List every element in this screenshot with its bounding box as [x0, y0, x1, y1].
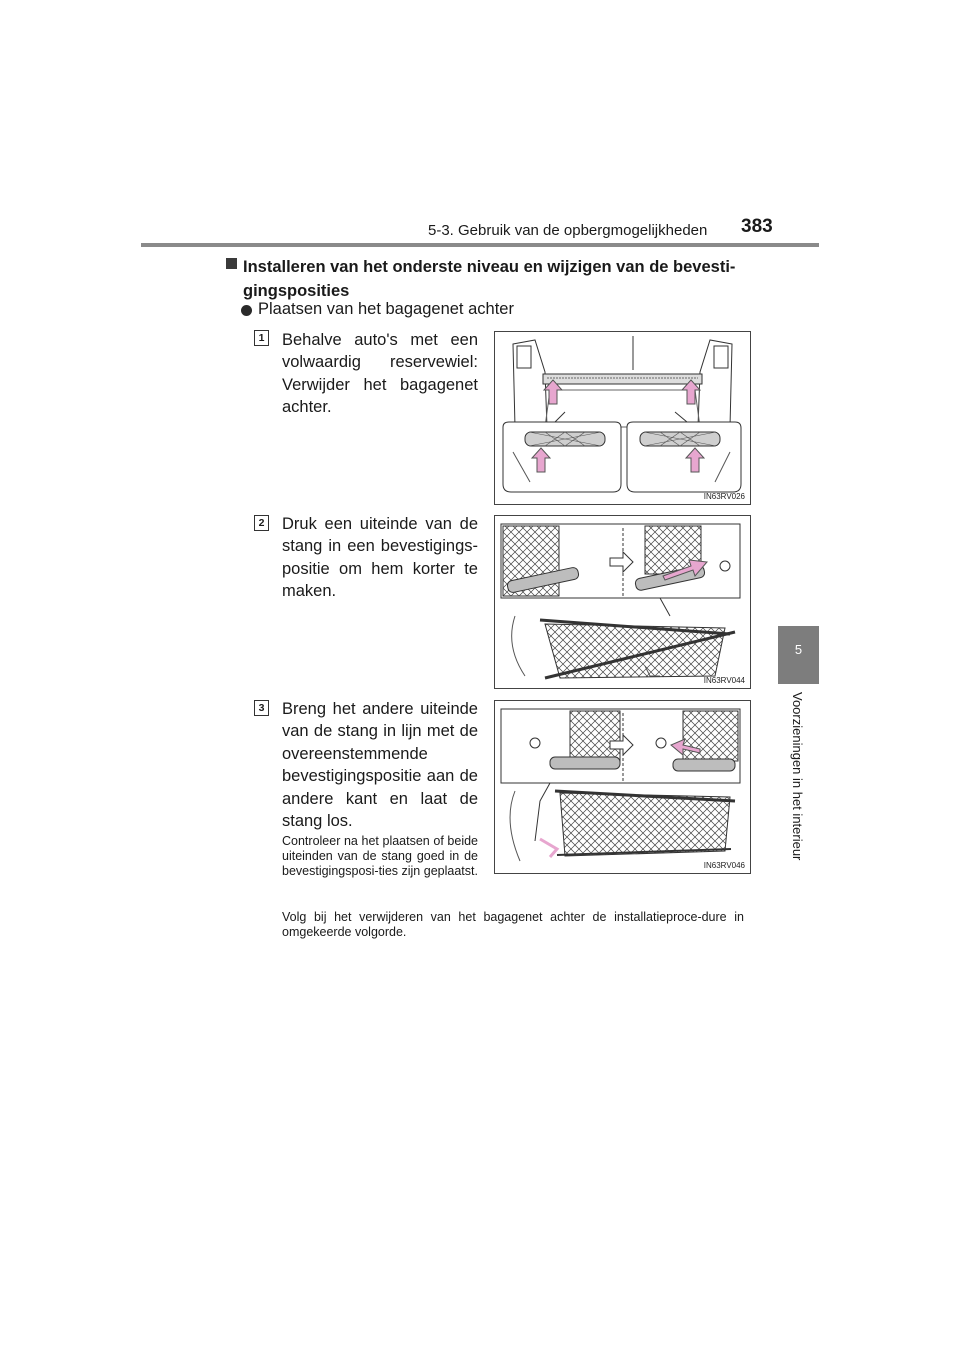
- section-title: [243, 255, 763, 303]
- figure-step-3: [494, 700, 751, 874]
- rod-shorten-illustration: [495, 516, 750, 688]
- step-number-1: 1: [254, 330, 269, 346]
- check-note: Controleer na het plaatsen of beide uiteinden van de stang goed in de bevestigingsposi-ties zijn geplaatst.: [282, 834, 478, 878]
- figure-step-1: [494, 331, 751, 505]
- section-title-text: Installeren van het onderste niveau en wijzigen van de bevesti- gingsposities: [243, 258, 736, 300]
- chapter-number: 5: [794, 642, 803, 657]
- chapter-title-vertical: [786, 692, 810, 882]
- step-number-3: 3: [254, 700, 269, 716]
- step-number-2: 2: [254, 515, 269, 531]
- chapter-title: Voorzieningen in het interieur: [790, 692, 805, 861]
- round-bullet-icon: [241, 305, 252, 316]
- removal-note: Volg bij het verwijderen van het bagagenet achter de installatieproce-dure in omgekeerde volgorde.: [282, 910, 744, 939]
- header-rule: [141, 243, 819, 247]
- figure-code-3: IN63RV046: [703, 861, 745, 870]
- page-number: 383: [741, 216, 773, 237]
- step-2-text: Druk een uiteinde van de stang in een bevestigings-positie om hem korter te maken.: [282, 515, 478, 601]
- figure-step-2: [494, 515, 751, 689]
- step-3-text: Breng het andere uiteinde van de stang in lijn met de overeenstemmende bevestigingspositie aan de andere kant en laat de stang los.: [282, 700, 478, 831]
- square-bullet-icon: [226, 258, 237, 269]
- step-1-text: Behalve auto's met een volwaardig reservewiel: Verwijder het bagagenet achter.: [282, 331, 478, 417]
- header-section-title: 5-3. Gebruik van de opbergmogelijkheden: [428, 222, 708, 239]
- cargo-net-removal-illustration: [495, 332, 750, 504]
- chapter-tab: [778, 626, 819, 684]
- bullet-item: Plaatsen van het bagagenet achter: [258, 300, 514, 318]
- figure-code-2: IN63RV044: [703, 676, 745, 685]
- rod-align-illustration: [495, 701, 750, 873]
- figure-code-1: IN63RV026: [703, 492, 745, 501]
